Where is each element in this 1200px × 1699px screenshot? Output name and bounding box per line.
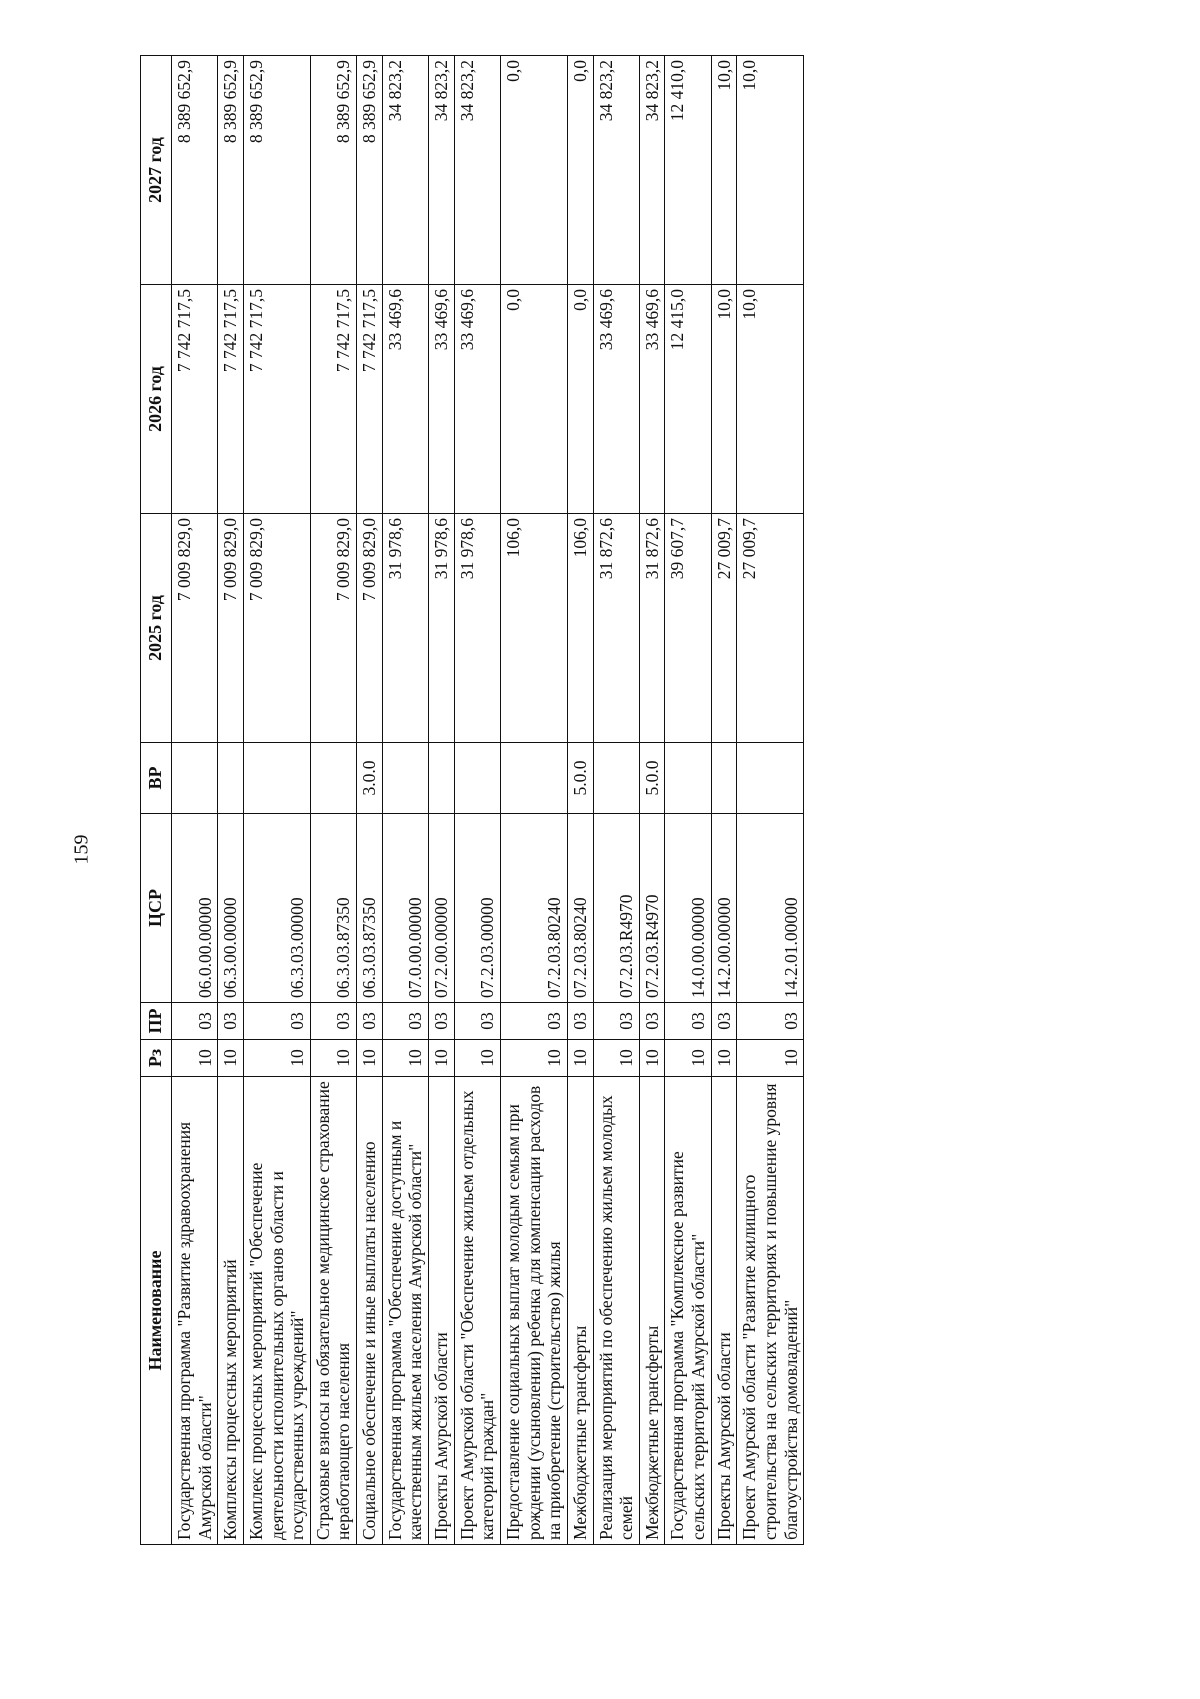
row-2026: 0,0 <box>500 285 567 514</box>
row-rz: 10 <box>172 1040 218 1077</box>
row-csr: 06.3.03.87350 <box>357 814 383 1003</box>
row-pr: 03 <box>665 1003 711 1040</box>
row-2027: 8 389 652,9 <box>357 56 383 285</box>
row-2026: 33 469,6 <box>454 285 500 514</box>
header-2027: 2027 год <box>141 56 172 285</box>
row-2027: 34 823,2 <box>382 56 428 285</box>
row-csr: 07.2.03.00000 <box>454 814 500 1003</box>
row-name: Социальное обеспечение и иные выплаты населению <box>357 1077 383 1545</box>
row-csr: 07.2.03.80240 <box>567 814 593 1003</box>
row-2026: 12 415,0 <box>665 285 711 514</box>
table-row <box>639 56 665 1545</box>
row-pr: 03 <box>737 1003 804 1040</box>
row-rz: 10 <box>711 1040 737 1077</box>
row-rz: 10 <box>357 1040 383 1077</box>
table-row <box>357 56 383 1545</box>
row-name: Государственная программа "Развитие здравоохранения Амурской области" <box>172 1077 218 1545</box>
row-rz: 10 <box>243 1040 310 1077</box>
row-pr: 03 <box>500 1003 567 1040</box>
row-vr <box>218 743 244 814</box>
table-row <box>737 56 804 1545</box>
row-rz: 10 <box>454 1040 500 1077</box>
row-2026: 7 742 717,5 <box>310 285 356 514</box>
row-2025: 106,0 <box>567 514 593 743</box>
row-2027: 8 389 652,9 <box>218 56 244 285</box>
row-vr <box>711 743 737 814</box>
row-2027: 12 410,0 <box>665 56 711 285</box>
row-rz: 10 <box>639 1040 665 1077</box>
row-2025: 27 009,7 <box>711 514 737 743</box>
row-csr: 06.3.03.87350 <box>310 814 356 1003</box>
row-pr: 03 <box>357 1003 383 1040</box>
row-rz: 10 <box>567 1040 593 1077</box>
row-2025: 31 872,6 <box>639 514 665 743</box>
row-2026: 7 742 717,5 <box>243 285 310 514</box>
row-2025: 7 009 829,0 <box>172 514 218 743</box>
row-2025: 39 607,7 <box>665 514 711 743</box>
row-csr: 06.0.00.00000 <box>172 814 218 1003</box>
row-vr <box>665 743 711 814</box>
row-vr <box>382 743 428 814</box>
header-2025: 2025 год <box>141 514 172 743</box>
row-pr: 03 <box>711 1003 737 1040</box>
row-pr: 03 <box>429 1003 455 1040</box>
table-row <box>593 56 639 1545</box>
row-vr: 5.0.0 <box>639 743 665 814</box>
row-csr: 07.2.03.80240 <box>500 814 567 1003</box>
row-name: Страховые взносы на обязательное медицинское страхование неработающего населения <box>310 1077 356 1545</box>
table-row <box>243 56 310 1545</box>
table-row <box>454 56 500 1545</box>
row-csr: 07.2.03.R4970 <box>639 814 665 1003</box>
row-name: Межбюджетные трансферты <box>639 1077 665 1545</box>
header-csr: ЦСР <box>141 814 172 1003</box>
row-2026: 33 469,6 <box>593 285 639 514</box>
row-vr: 3.0.0 <box>357 743 383 814</box>
row-2027: 8 389 652,9 <box>172 56 218 285</box>
row-2026: 33 469,6 <box>429 285 455 514</box>
header-rz: Рз <box>141 1040 172 1077</box>
row-name: Комплекс процессных мероприятий "Обеспечение деятельности исполнительных органов области и государственных учреждений" <box>243 1077 310 1545</box>
row-vr <box>172 743 218 814</box>
row-csr: 07.0.00.00000 <box>382 814 428 1003</box>
row-pr: 03 <box>218 1003 244 1040</box>
row-csr: 14.0.00.00000 <box>665 814 711 1003</box>
row-name: Комплексы процессных мероприятий <box>218 1077 244 1545</box>
table-row <box>665 56 711 1545</box>
row-2026: 0,0 <box>567 285 593 514</box>
row-vr <box>737 743 804 814</box>
row-rz: 10 <box>737 1040 804 1077</box>
row-pr: 03 <box>172 1003 218 1040</box>
row-name: Предоставление социальных выплат молодым семьям при рождении (усыновлении) ребенка для компенсации расходов на приобретение (строительство) жилья <box>500 1077 567 1545</box>
row-csr: 07.2.00.00000 <box>429 814 455 1003</box>
table-row <box>172 56 218 1545</box>
row-2027: 8 389 652,9 <box>310 56 356 285</box>
row-name: Проекты Амурской области <box>429 1077 455 1545</box>
row-2025: 27 009,7 <box>737 514 804 743</box>
row-csr: 06.3.00.00000 <box>218 814 244 1003</box>
row-name: Межбюджетные трансферты <box>567 1077 593 1545</box>
row-2027: 34 823,2 <box>639 56 665 285</box>
header-row <box>141 56 172 1545</box>
header-name: Наименование <box>141 1077 172 1545</box>
row-pr: 03 <box>593 1003 639 1040</box>
row-name: Проект Амурской области "Обеспечение жильем отдельных категорий граждан" <box>454 1077 500 1545</box>
row-2027: 34 823,2 <box>454 56 500 285</box>
row-2025: 106,0 <box>500 514 567 743</box>
table-row <box>218 56 244 1545</box>
row-rz: 10 <box>665 1040 711 1077</box>
row-2027: 34 823,2 <box>429 56 455 285</box>
header-2026: 2026 год <box>141 285 172 514</box>
row-2027: 0,0 <box>500 56 567 285</box>
rotated-table-container <box>140 55 1020 1545</box>
row-2025: 31 872,6 <box>593 514 639 743</box>
row-2025: 31 978,6 <box>429 514 455 743</box>
row-2026: 7 742 717,5 <box>172 285 218 514</box>
row-rz: 10 <box>500 1040 567 1077</box>
row-rz: 10 <box>218 1040 244 1077</box>
row-2027: 8 389 652,9 <box>243 56 310 285</box>
row-vr <box>310 743 356 814</box>
row-2026: 10,0 <box>737 285 804 514</box>
table-row <box>500 56 567 1545</box>
table-row <box>310 56 356 1545</box>
row-csr: 14.2.01.00000 <box>737 814 804 1003</box>
row-pr: 03 <box>639 1003 665 1040</box>
row-name: Реализация мероприятий по обеспечению жильем молодых семей <box>593 1077 639 1545</box>
row-csr: 06.3.03.00000 <box>243 814 310 1003</box>
row-vr <box>454 743 500 814</box>
row-2025: 7 009 829,0 <box>243 514 310 743</box>
row-pr: 03 <box>382 1003 428 1040</box>
row-pr: 03 <box>454 1003 500 1040</box>
row-vr <box>429 743 455 814</box>
row-vr: 5.0.0 <box>567 743 593 814</box>
row-vr <box>243 743 310 814</box>
row-2026: 7 742 717,5 <box>218 285 244 514</box>
row-name: Государственная программа "Комплексное развитие сельских территорий Амурской области" <box>665 1077 711 1545</box>
row-vr <box>500 743 567 814</box>
row-csr: 14.2.00.00000 <box>711 814 737 1003</box>
row-pr: 03 <box>243 1003 310 1040</box>
row-2025: 7 009 829,0 <box>357 514 383 743</box>
row-2027: 34 823,2 <box>593 56 639 285</box>
page-number: 159 <box>70 834 93 865</box>
table-row <box>382 56 428 1545</box>
row-rz: 10 <box>593 1040 639 1077</box>
row-csr: 07.2.03.R4970 <box>593 814 639 1003</box>
row-2025: 31 978,6 <box>382 514 428 743</box>
row-2027: 10,0 <box>737 56 804 285</box>
row-2025: 7 009 829,0 <box>310 514 356 743</box>
row-2027: 10,0 <box>711 56 737 285</box>
row-2026: 33 469,6 <box>639 285 665 514</box>
table-row <box>711 56 737 1545</box>
row-rz: 10 <box>382 1040 428 1077</box>
row-2026: 33 469,6 <box>382 285 428 514</box>
row-name: Проекты Амурской области <box>711 1077 737 1545</box>
row-vr <box>593 743 639 814</box>
row-rz: 10 <box>429 1040 455 1077</box>
row-2026: 7 742 717,5 <box>357 285 383 514</box>
row-2026: 10,0 <box>711 285 737 514</box>
row-rz: 10 <box>310 1040 356 1077</box>
row-2025: 31 978,6 <box>454 514 500 743</box>
row-2027: 0,0 <box>567 56 593 285</box>
row-name: Проект Амурской области "Развитие жилищного строительства на сельских территориях и повышение уровня благоустройства домовладений" <box>737 1077 804 1545</box>
budget-table <box>140 55 804 1545</box>
row-2025: 7 009 829,0 <box>218 514 244 743</box>
row-pr: 03 <box>310 1003 356 1040</box>
table-row <box>429 56 455 1545</box>
row-pr: 03 <box>567 1003 593 1040</box>
header-vr: ВР <box>141 743 172 814</box>
header-pr: ПР <box>141 1003 172 1040</box>
table-row <box>567 56 593 1545</box>
row-name: Государственная программа "Обеспечение доступным и качественным жильем населения Амурской области" <box>382 1077 428 1545</box>
